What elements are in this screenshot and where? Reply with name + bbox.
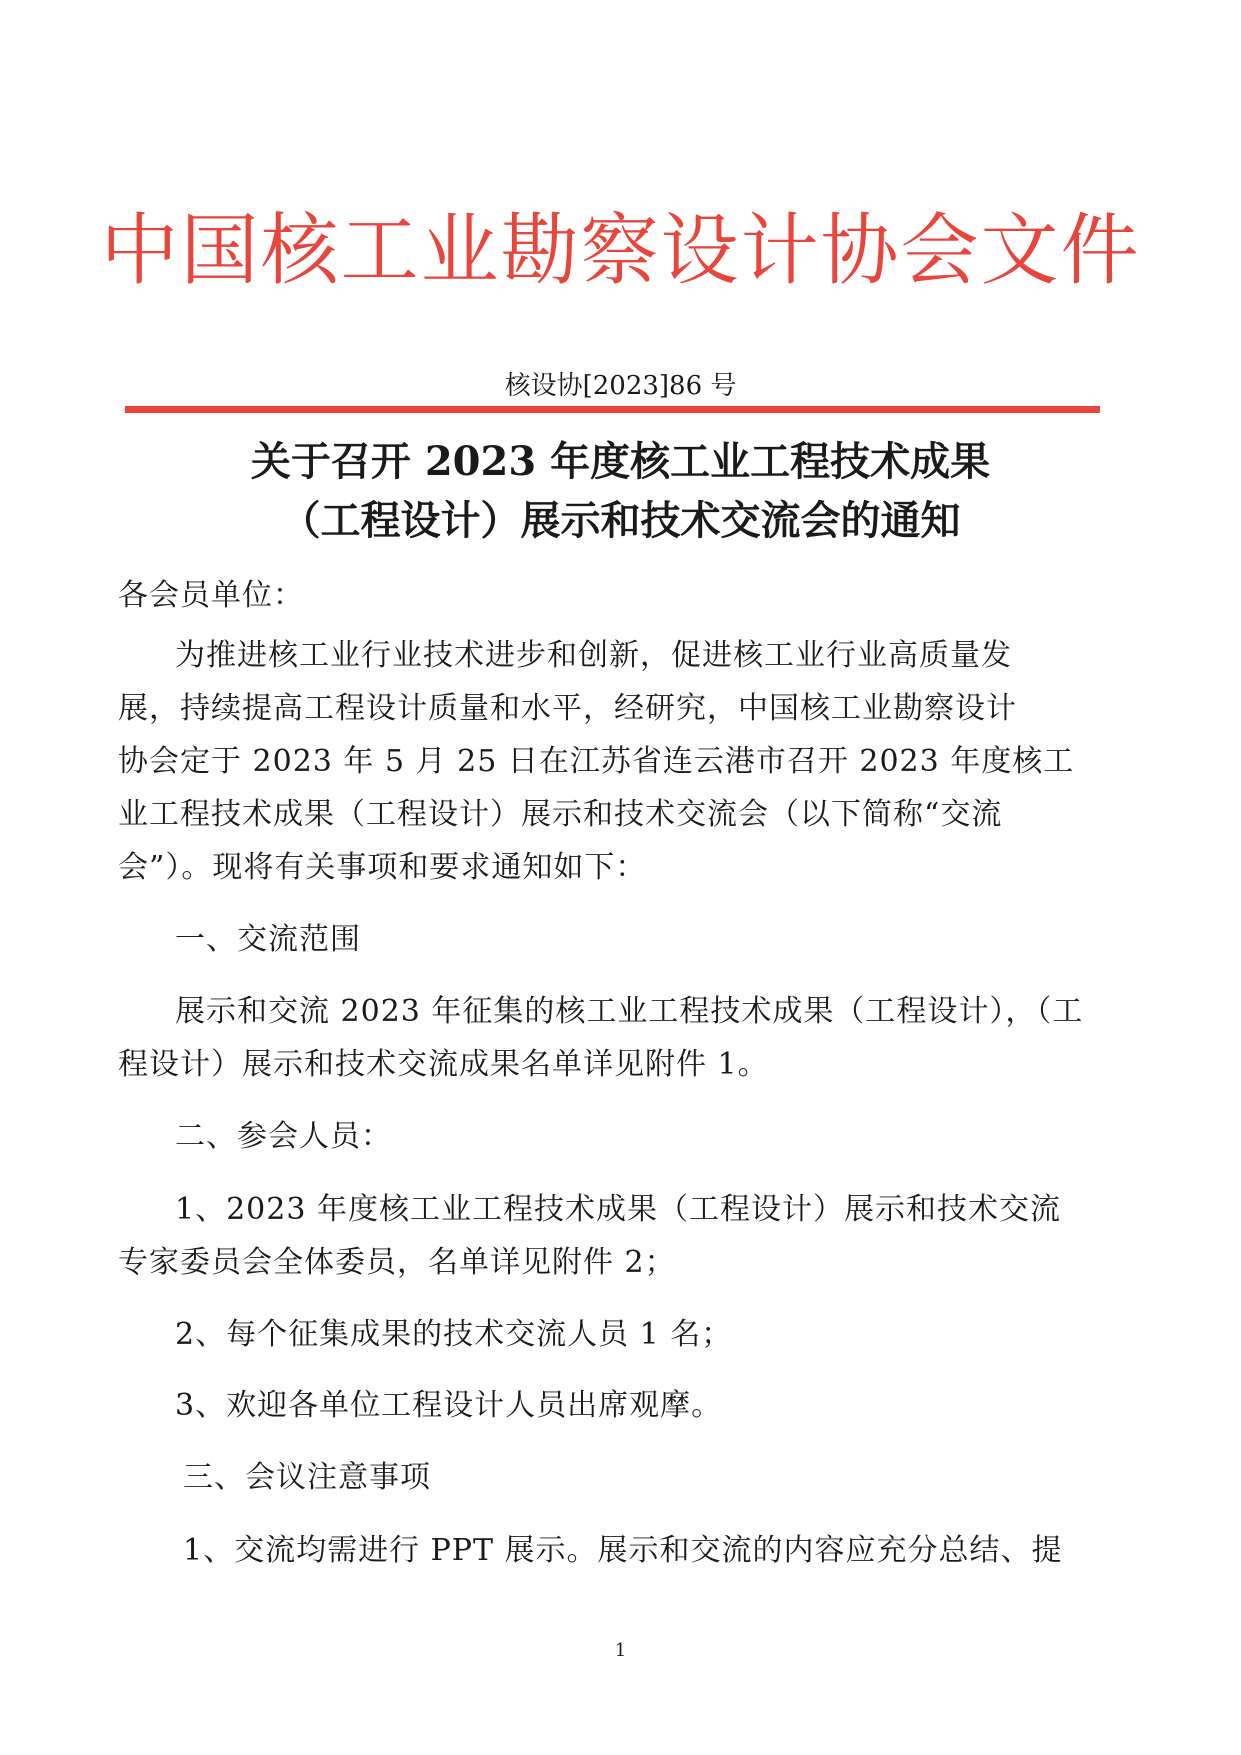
section-2-item-3: 3、欢迎各单位工程设计人员出席观摩。	[175, 1388, 723, 1423]
intro-line-1: 为推进核工业行业技术进步和创新，促进核工业行业高质量发	[175, 638, 1012, 673]
intro-line-4: 业工程技术成果（工程设计）展示和技术交流会（以下简称“交流	[118, 797, 1003, 832]
section-2-heading: 二、参会人员：	[175, 1119, 392, 1154]
section-1-heading: 一、交流范围	[175, 922, 361, 957]
section-2-item-2: 2、每个征集成果的技术交流人员 1 名；	[175, 1317, 733, 1352]
intro-line-2: 展，持续提高工程设计质量和水平，经研究，中国核工业勘察设计	[118, 691, 1017, 726]
section-2-item-1-line-1: 1、2023 年度核工业工程技术成果（工程设计）展示和技术交流	[175, 1192, 1061, 1227]
red-divider-line	[125, 406, 1100, 413]
section-1-line-1: 展示和交流 2023 年征集的核工业工程技术成果（工程设计），（工	[175, 994, 1084, 1029]
notice-title-line-2: （工程设计）展示和技术交流会的通知	[280, 497, 961, 544]
salutation: 各会员单位：	[118, 578, 304, 613]
intro-line-5: 会”）。现将有关事项和要求通知如下：	[118, 850, 647, 885]
org-file-title: 中国核工业勘察设计协会文件	[100, 206, 1141, 296]
section-1-line-2: 程设计）展示和技术交流成果名单详见附件 1。	[118, 1047, 769, 1082]
section-3-item-1-line-1: 1、交流均需进行 PPT 展示。展示和交流的内容应充分总结、提	[183, 1533, 1063, 1568]
section-2-item-1-line-2: 专家委员会全体委员，名单详见附件 2；	[118, 1245, 676, 1280]
document-number: 核设协[2023]86 号	[504, 371, 737, 401]
section-3-heading: 三、会议注意事项	[183, 1460, 431, 1495]
notice-title-line-1: 关于召开 2023 年度核工业工程技术成果	[250, 438, 991, 485]
intro-line-3: 协会定于 2023 年 5 月 25 日在江苏省连云港市召开 2023 年度核工	[118, 744, 1075, 779]
page-number: 1	[614, 1640, 627, 1661]
